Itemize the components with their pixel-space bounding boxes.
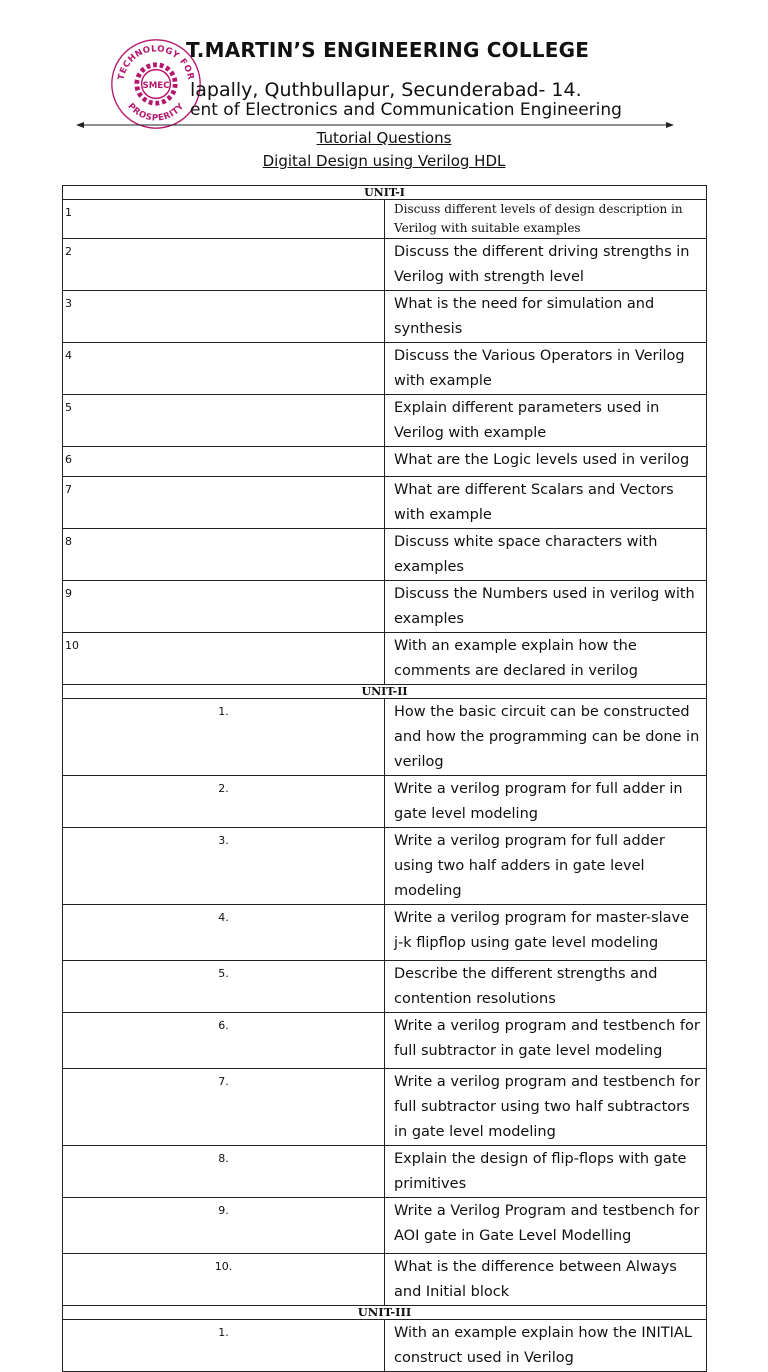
question-number: 5. bbox=[63, 961, 385, 1013]
question-number: 2. bbox=[63, 776, 385, 828]
question-number: 9. bbox=[63, 1198, 385, 1254]
question-text: Write a verilog program for full adder using two half adders in gate level modeling bbox=[385, 828, 707, 905]
question-text: Explain different parameters used in Verilog with example bbox=[385, 395, 707, 447]
question-number: 5 bbox=[63, 395, 385, 447]
question-row bbox=[63, 477, 707, 529]
question-text: Explain the design of flip-flops with gate primitives bbox=[385, 1146, 707, 1198]
question-row bbox=[63, 343, 707, 395]
question-number: 1. bbox=[63, 699, 385, 776]
question-row bbox=[63, 395, 707, 447]
question-number: 6. bbox=[63, 1013, 385, 1069]
question-row bbox=[63, 447, 707, 477]
college-name: T.MARTIN’S ENGINEERING COLLEGE bbox=[186, 38, 590, 62]
unit-header-row bbox=[63, 186, 707, 200]
question-text: Discuss the Various Operators in Verilog with example bbox=[385, 343, 707, 395]
question-number: 3 bbox=[63, 291, 385, 343]
question-row bbox=[63, 776, 707, 828]
question-row bbox=[63, 1198, 707, 1254]
question-number: 8 bbox=[63, 529, 385, 581]
question-text: How the basic circuit can be constructed and how the programming can be done in verilog bbox=[385, 699, 707, 776]
question-number: 4. bbox=[63, 905, 385, 961]
question-text: What are the Logic levels used in verilog bbox=[385, 447, 707, 477]
question-text: Write a Verilog Program and testbench for AOI gate in Gate Level Modelling bbox=[385, 1198, 707, 1254]
question-text: Describe the different strengths and contention resolutions bbox=[385, 961, 707, 1013]
question-row bbox=[63, 905, 707, 961]
unit-title: UNIT-II bbox=[63, 685, 707, 699]
department-name: ent of Electronics and Communication Engineering bbox=[190, 100, 622, 120]
question-row bbox=[63, 828, 707, 905]
questions-table bbox=[62, 185, 707, 1372]
question-text: Write a verilog program and testbench for full subtractor in gate level modeling bbox=[385, 1013, 707, 1069]
question-text: Write a verilog program and testbench for full subtractor using two half subtractors in gate level modeling bbox=[385, 1069, 707, 1146]
question-number: 1 bbox=[63, 200, 385, 239]
question-text: Discuss white space characters with examples bbox=[385, 529, 707, 581]
question-row bbox=[63, 1069, 707, 1146]
question-number: 8. bbox=[63, 1146, 385, 1198]
question-number: 1. bbox=[63, 1320, 385, 1372]
question-number: 2 bbox=[63, 239, 385, 291]
question-number: 4 bbox=[63, 343, 385, 395]
question-text: What are different Scalars and Vectors with example bbox=[385, 477, 707, 529]
unit-title: UNIT-I bbox=[63, 186, 707, 200]
question-text: Discuss the different driving strengths in Verilog with strength level bbox=[385, 239, 707, 291]
question-text: Write a verilog program for master-slave j-k flipflop using gate level modeling bbox=[385, 905, 707, 961]
question-row bbox=[63, 581, 707, 633]
unit-title: UNIT-III bbox=[63, 1306, 707, 1320]
question-row bbox=[63, 1320, 707, 1372]
question-number: 10. bbox=[63, 1254, 385, 1306]
question-row bbox=[63, 200, 707, 239]
question-text: What is the need for simulation and synthesis bbox=[385, 291, 707, 343]
question-number: 7. bbox=[63, 1069, 385, 1146]
question-text: With an example explain how the comments are declared in verilog bbox=[385, 633, 707, 685]
question-number: 9 bbox=[63, 581, 385, 633]
question-number: 7 bbox=[63, 477, 385, 529]
unit-header-row bbox=[63, 1306, 707, 1320]
question-text: Write a verilog program for full adder in gate level modeling bbox=[385, 776, 707, 828]
question-row bbox=[63, 633, 707, 685]
question-row bbox=[63, 1013, 707, 1069]
question-row bbox=[63, 291, 707, 343]
question-text: Discuss the Numbers used in verilog with examples bbox=[385, 581, 707, 633]
college-address: lapally, Quthbullapur, Secunderabad- 14. bbox=[190, 79, 582, 101]
tutorial-title: Tutorial Questions bbox=[316, 129, 452, 147]
question-text: With an example explain how the INITIAL construct used in Verilog bbox=[385, 1320, 707, 1372]
subject-title: Digital Design using Verilog HDL bbox=[262, 152, 506, 170]
question-row bbox=[63, 1254, 707, 1306]
logo-text-bottom: PROSPERITY bbox=[125, 101, 187, 124]
question-number: 3. bbox=[63, 828, 385, 905]
question-row bbox=[63, 961, 707, 1013]
question-row bbox=[63, 529, 707, 581]
question-text: Discuss different levels of design description in Verilog with suitable examples bbox=[385, 200, 707, 239]
logo-text-top: TECHNOLOGY FOR bbox=[116, 44, 196, 82]
question-row bbox=[63, 699, 707, 776]
question-number: 10 bbox=[63, 633, 385, 685]
question-number: 6 bbox=[63, 447, 385, 477]
logo-monogram: SMEC bbox=[142, 80, 170, 91]
unit-header-row bbox=[63, 685, 707, 699]
question-row bbox=[63, 1146, 707, 1198]
question-row bbox=[63, 239, 707, 291]
question-text: What is the difference between Always and Initial block bbox=[385, 1254, 707, 1306]
